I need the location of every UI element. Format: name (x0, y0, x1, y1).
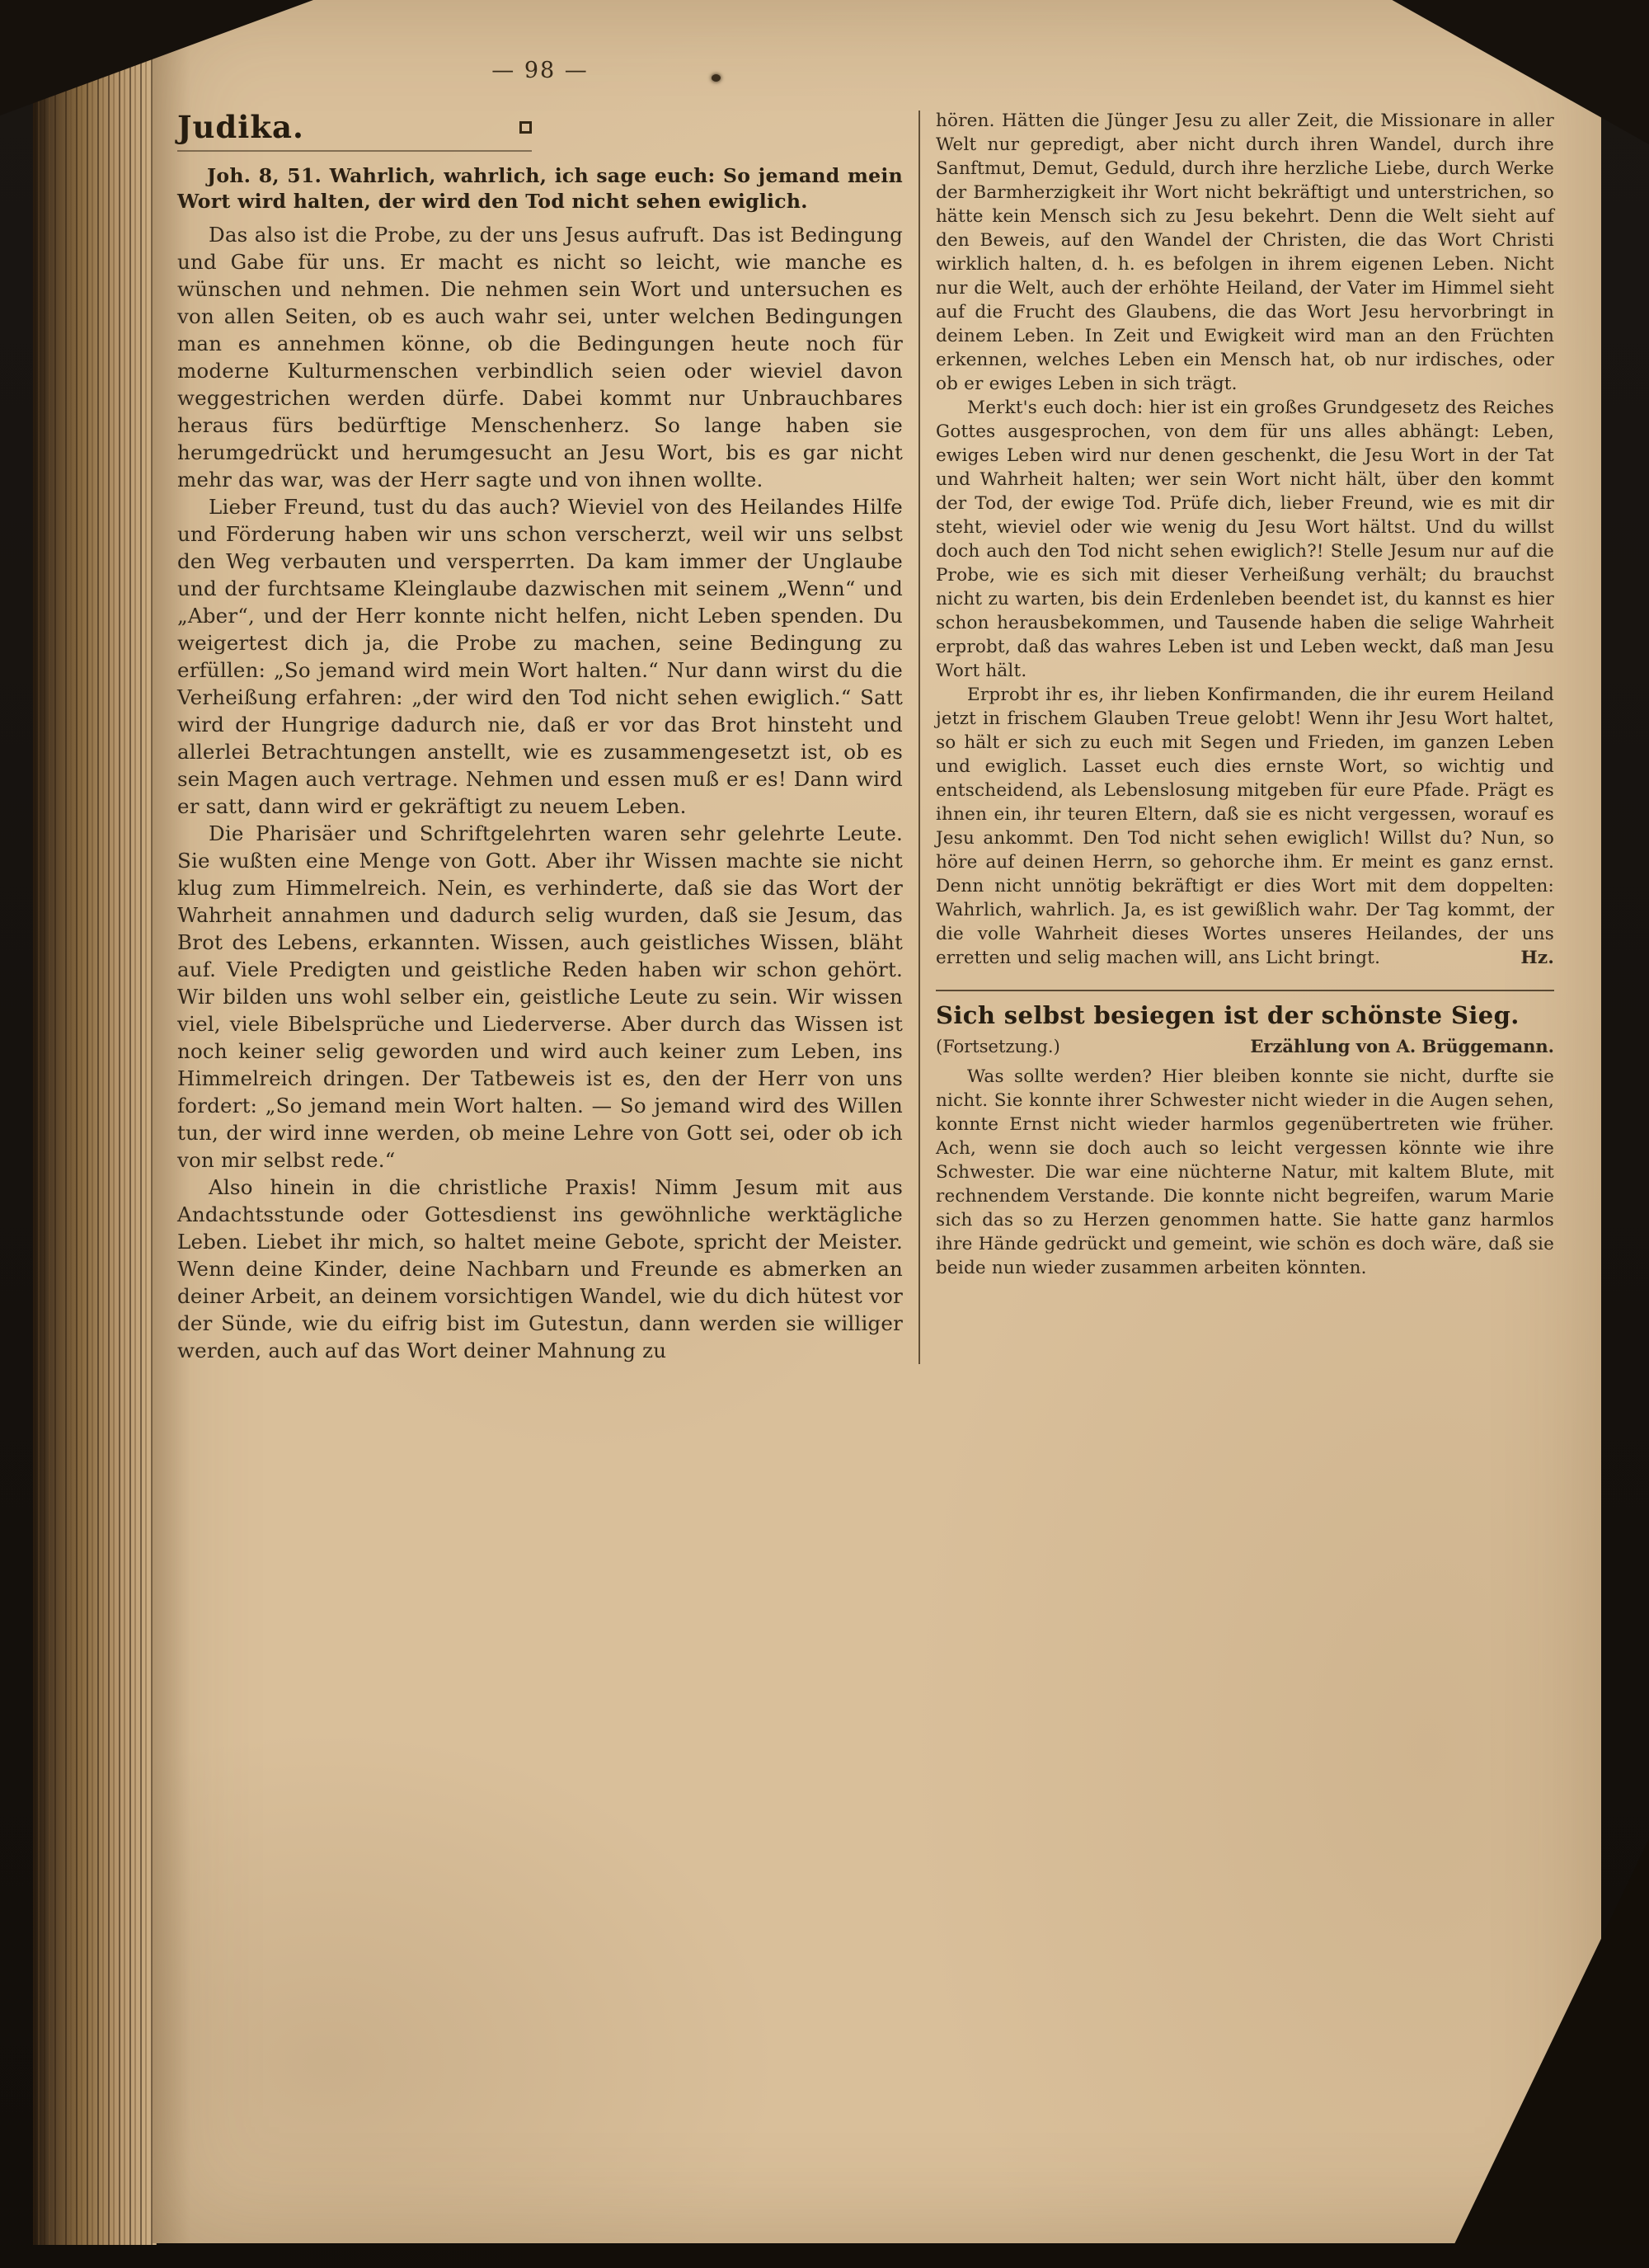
paragraph: Also hinein in die christliche Praxis! Nimm Jesum mit aus Andachtsstunde oder Gottesdienst ins gewöhnliche werktägliche Leben. Liebet ihr mich, so haltet meine Gebote, spricht der Meister. Wenn deine Kinder, deine Nachbarn und Freunde es abmerken an deiner Arbeit, an deinem vorsichtigen Wandel, wie du dich hütest vor der Sünde, wie du eifrig bist im Gutestun, dann werden sie williger werden, auch auf das Wort deiner Mahnung zu (177, 1175, 903, 1362)
paragraph-text: Erprobt ihr es, ihr lieben Konfirmanden, die ihr eurem Heiland jetzt in frischem Glauben Treue gelobt! Wenn ihr Jesu Wort haltet, so hält er sich zu euch mit Segen und Frieden, im ganzen Leben und ewiglich. Lasset euch dies ernste Wort, so wichtig und entscheidend, als Lebenslosung mitgeben für eure Pfade. Prägt es ihnen ein, ihr teuren Eltern, daß sie es nicht vergessen, worauf es Jesu ankommt. Den Tod nicht sehen ewiglich! Willst du? Nun, so höre auf deinen Herrn, so gehorche ihm. Er meint es ganz ernst. Denn nicht unnötig bekräftigt er dies Wort mit dem doppelten: Wahrlich, wahrlich. Ja, es ist gewißlich wahr. Der Tag kommt, der die volle Wahrheit dieses Wortes unseres Heilandes, der uns erretten und selig machen will, ans Licht bringt. (936, 685, 1554, 968)
paragraph: Was sollte werden? Hier bleiben konnte sie nicht, durfte sie nicht. Sie konnte ihrer Schwester nicht wieder in die Augen sehen, konnte Ernst nicht wieder harmlos gegenübertreten wie früher. Ach, wenn sie doch auch so leicht vergessen könnte wie ihre Schwester. Die war eine nüchterne Natur, mit kaltem Blute, mit rechnendem Verstande. Die konnte nicht begreifen, warum Marie sich das so zu Herzen genommen hatte. Sie hatte ganz harmlos ihre Hände gedrückt und gemeint, wie schön es doch wäre, daß sie beide nun wieder zusammen arbeiten könnten. (936, 1066, 1554, 1278)
cover-edge-bottom (0, 2245, 1649, 2268)
page-header (177, 58, 1554, 109)
page-stack-edges (33, 0, 157, 2245)
page-number: — 98 — (491, 58, 589, 83)
story-author: Erzählung von A. Brüggemann. (1250, 1036, 1554, 1056)
story-title: Sich selbst besiegen ist der schönste Sieg. (936, 1001, 1520, 1029)
ink-speck (712, 74, 721, 82)
continuation-label: (Fortsetzung.) (936, 1037, 1060, 1056)
story-byline (936, 1036, 1554, 1056)
paragraph: Die Pharisäer und Schriftgelehrten waren sehr gelehrte Leute. Sie wußten eine Menge von Gott. Aber ihr Wissen machte sie nicht klug zum Himmelreich. Nein, es verhinderte, daß sie das Wort der Wahrheit annahmen und dadurch selig wurden, daß sie Jesum, das Brot des Lebens, erkannten. Wissen, auch geistliches Wissen, bläht auf. Viele Predigten und geistliche Reden haben wir schon gehört. Wir bilden uns wohl selber ein, geistliche Leute zu sein. Wir wissen viel, viele Bibelsprüche und Liederverse. Aber durch das Wissen ist noch keiner selig geworden und wird auch keiner zum Leben, ins Himmelreich dringen. Der Tatbeweis ist es, den der Herr von uns fordert: „So jemand mein Wort halten. — So jemand wird des Willen tun, der wird inne werden, ob meine Lehre von Gott sei, oder ob ich von mir selbst rede.“ (177, 821, 903, 1172)
square-ornament-icon (519, 121, 532, 134)
paragraph-continuation: hören. Hätten die Jünger Jesu zu aller Zeit, die Missionare in aller Welt nur gepredigt, aber nicht durch ihren Wandel, durch ihre Sanftmut, Demut, Geduld, durch ihre herzliche Liebe, durch Werke der Barmherzigkeit ihr Wort nicht bekräftigt und unterstrichen, so hätte kein Mensch sich zu Jesu bekehrt. Denn die Welt sieht auf den Beweis, auf den Wandel der Christen, die das Wort Christi wirklich halten, d. h. es befolgen in ihrem eigenen Leben. Nicht nur die Welt, auch der erhöhte Heiland, der Vater im Himmel sieht auf die Frucht des Glaubens, die das Wort Jesu hervorbringt in deinem Leben. In Zeit und Ewigkeit wird man an den Früchten erkennen, welches Leben ein Mensch hat, ob nur irdisches, oder ob er ewiges Leben in sich trägt. (936, 111, 1554, 394)
article-title: Judika. (177, 109, 304, 145)
magazine-page (153, 0, 1601, 2243)
paragraph: Merkt's euch doch: hier ist ein großes Grundgesetz des Reiches Gottes ausgesprochen, von dem für uns alles abhängt: Leben, ewiges Leben wird nur denen geschenkt, die Jesu Wort in der Tat und Wahrheit halten; wer sein Wort nicht hält, über den kommt der Tod, der ewige Tod. Prüfe dich, lieber Freund, wie es mit dir steht, wieviel oder wie wenig du Jesu Wort hältst. Und du willst doch auch den Tod nicht sehen ewiglich?! Stelle Jesum nur auf die Probe, wie es sich mit dieser Verheißung verhält; du brauchst nicht zu warten, bis dein Erdenleben beendet ist, du kannst es hier schon herausbekommen, und Tausende haben die selige Wahrheit erprobt, daß das wahres Leben ist und Leben weckt, daß man Jesu Wort hält. (936, 398, 1554, 681)
paragraph: Das also ist die Probe, zu der uns Jesus aufruft. Das ist Bedingung und Gabe für uns. Er macht es nicht so leicht, wie manche es wünschen und nehmen. Die nehmen sein Wort und untersuchen es von allen Seiten, ob es auch wahr sei, unter welchen Bedingungen man es annehmen könne, ob die Bedingungen heute noch für moderne Kulturmenschen verbindlich seien oder wieviel davon weggestrichen werden dürfe. Dabei kommt nur Unbrauchbares heraus fürs bedürftige Menschenherz. So lange haben sie herumgedrückt und herumgesucht an Jesu Wort, bis es gar nicht mehr das war, was der Herr sagte und von ihnen wollte. (177, 223, 903, 492)
two-column-layout (177, 109, 1554, 1364)
right-column (936, 109, 1554, 1364)
left-column (177, 109, 903, 1364)
paragraph-with-signature (936, 683, 1554, 970)
scripture-reference: Joh. 8, 51. (207, 164, 322, 187)
author-signature: Hz. (1520, 948, 1554, 968)
scripture-verse (177, 163, 903, 214)
paragraph: Lieber Freund, tust du das auch? Wieviel von des Heilandes Hilfe und Förderung haben wir uns schon verscherzt, weil wir uns selbst den Weg verbauten und versperrten. Da kam immer der Unglaube und der furchtsame Kleinglaube dazwischen mit seinem „Wenn“ und „Aber“, und der Herr konnte nicht helfen, nicht Leben spenden. Du weigertest dich ja, die Probe zu machen, seine Bedingung zu erfüllen: „So jemand wird mein Wort halten.“ Nur dann wirst du die Verheißung erfahren: „der wird den Tod nicht sehen ewiglich.“ Satt wird der Hungrige dadurch nie, daß er vor das Brot hinsteht und allerlei Betrachtungen anstellt, wie es zusammengesetzt ist, ob es sein Magen auch vertrage. Nehmen und essen muß er es! Dann wird er satt, dann wird er gekräftigt zu neuem Leben. (177, 495, 903, 818)
column-divider-rule (918, 111, 920, 1364)
article-title-block (177, 109, 532, 152)
scripture-text: Wahrlich, wahrlich, ich sage euch: So jemand mein Wort wird halten, der wird den Tod nicht sehen ewiglich. (177, 164, 904, 213)
section-separator-rule (936, 990, 1554, 991)
printed-content (177, 58, 1554, 1364)
